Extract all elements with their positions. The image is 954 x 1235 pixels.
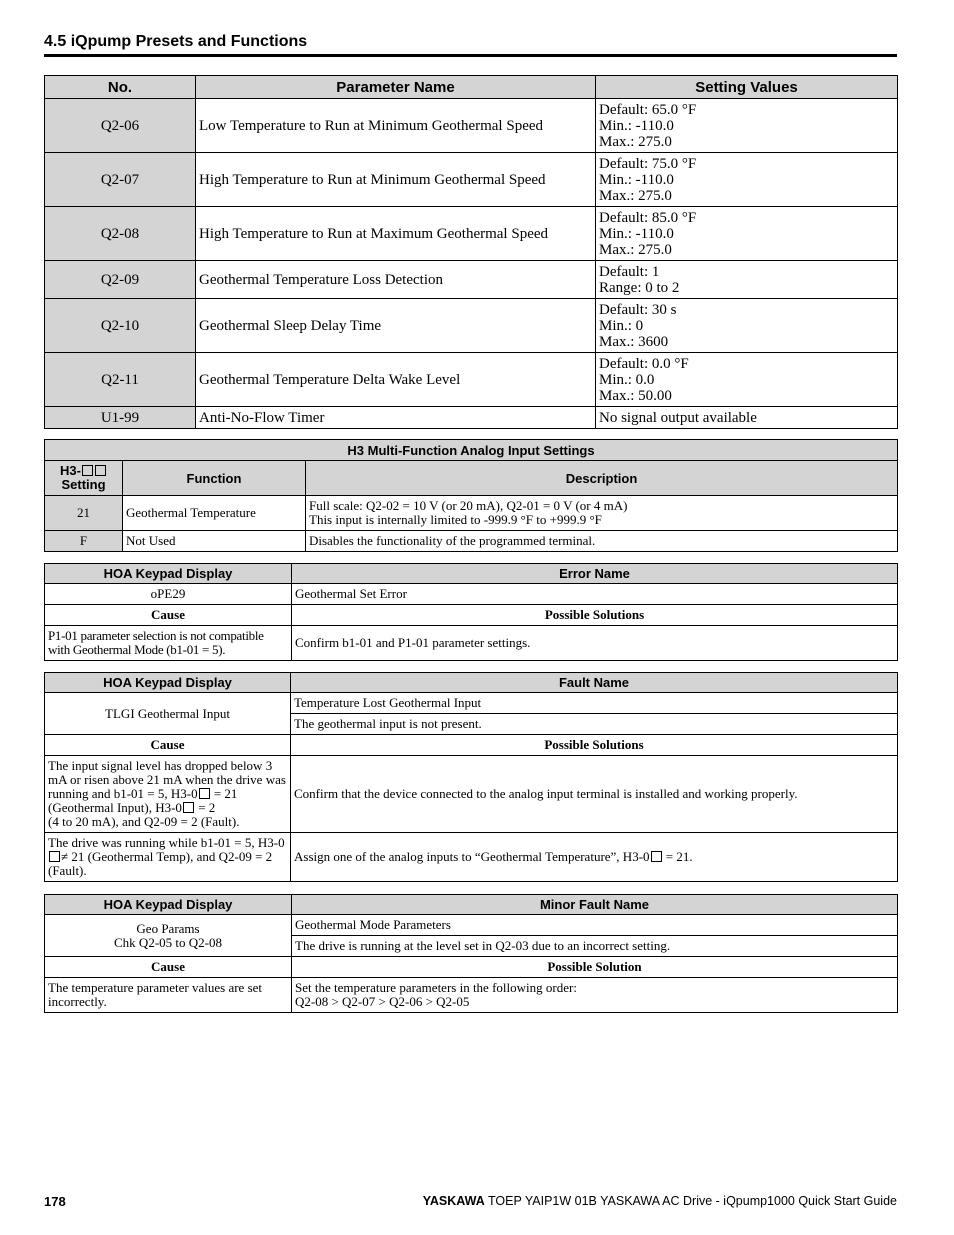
param-name: Anti-No-Flow Timer xyxy=(196,407,596,429)
placeholder-box-icon xyxy=(82,465,93,476)
error-table xyxy=(44,563,898,661)
cause-text-part: = 21 (Geothermal Input), H3-0 xyxy=(48,786,238,815)
h3-setting: F xyxy=(45,531,123,552)
cause-header: Cause xyxy=(45,735,291,756)
param-no: Q2-09 xyxy=(45,261,196,299)
param-name: High Temperature to Run at Minimum Geothermal Speed xyxy=(196,153,596,207)
table-row xyxy=(45,407,898,429)
cause-text: The temperature parameter values are set incorrectly. xyxy=(45,978,292,1013)
h3-description: Disables the functionality of the programmed terminal. xyxy=(306,531,898,552)
table-row xyxy=(45,99,898,153)
col-header-fault-name: Fault Name xyxy=(291,673,898,693)
cause-text xyxy=(45,833,291,882)
page-number: 178 xyxy=(44,1194,66,1209)
h3-function: Geothermal Temperature xyxy=(123,496,306,531)
hoa-display-code: oPE29 xyxy=(45,584,292,605)
param-no: U1-99 xyxy=(45,407,196,429)
h3-prefix: H3- xyxy=(60,463,81,478)
minor-fault-table xyxy=(44,894,898,1013)
placeholder-box-icon xyxy=(199,788,210,799)
table-row xyxy=(45,153,898,207)
param-name: Geothermal Temperature Delta Wake Level xyxy=(196,353,596,407)
solution-header: Possible Solution xyxy=(292,957,898,978)
col-header-description: Description xyxy=(306,461,898,496)
col-header-function: Function xyxy=(123,461,306,496)
placeholder-box-icon xyxy=(95,465,106,476)
table-row xyxy=(45,496,898,531)
col-header-no: No. xyxy=(45,76,196,99)
table-row xyxy=(45,531,898,552)
col-header-setting-values: Setting Values xyxy=(596,76,898,99)
solution-text: Confirm b1-01 and P1-01 parameter settings. xyxy=(292,626,898,661)
param-no: Q2-07 xyxy=(45,153,196,207)
param-no: Q2-10 xyxy=(45,299,196,353)
hoa-display-code: TLGI Geothermal Input xyxy=(45,693,291,735)
h3-function: Not Used xyxy=(123,531,306,552)
section-title: 4.5 iQpump Presets and Functions xyxy=(44,33,308,50)
cause-text-part: The drive was running while b1-01 = 5, H3-0 xyxy=(48,835,285,850)
footer-text xyxy=(423,1194,897,1208)
param-no: Q2-08 xyxy=(45,207,196,261)
solution-header: Possible Solutions xyxy=(291,735,898,756)
h3-setting: 21 xyxy=(45,496,123,531)
h3-setting-label: Setting xyxy=(61,477,106,492)
cause-text-part: = 2 (4 to 20 mA), and Q2-09 = 2 (Fault). xyxy=(48,800,240,829)
solution-text xyxy=(291,833,898,882)
error-name: Geothermal Set Error xyxy=(292,584,898,605)
placeholder-box-icon xyxy=(49,851,60,862)
param-values: Default: 30 s Min.: 0 Max.: 3600 xyxy=(596,299,898,353)
cause-text xyxy=(45,756,291,833)
col-header-minor-fault-name: Minor Fault Name xyxy=(292,895,898,915)
cause-header: Cause xyxy=(45,957,292,978)
fault-description: The geothermal input is not present. xyxy=(291,714,898,735)
solution-text: Confirm that the device connected to the analog input terminal is installed and working properly. xyxy=(291,756,898,833)
param-values: Default: 0.0 °F Min.: 0.0 Max.: 50.00 xyxy=(596,353,898,407)
param-name: Geothermal Temperature Loss Detection xyxy=(196,261,596,299)
fault-name: Temperature Lost Geothermal Input xyxy=(291,693,898,714)
param-no: Q2-06 xyxy=(45,99,196,153)
fault-table xyxy=(44,672,898,882)
minor-fault-description: The drive is running at the level set in Q2-03 due to an incorrect setting. xyxy=(292,936,898,957)
solution-text-part: = 21. xyxy=(662,849,693,864)
param-name: High Temperature to Run at Maximum Geothermal Speed xyxy=(196,207,596,261)
col-header-hoa-display: HOA Keypad Display xyxy=(45,673,291,693)
param-values: Default: 65.0 °F Min.: -110.0 Max.: 275.0 xyxy=(596,99,898,153)
footer-brand: YASKAWA xyxy=(422,1194,485,1208)
footer-document-title: TOEP YAIP1W 01B YASKAWA AC Drive - iQpump1000 Quick Start Guide xyxy=(488,1194,897,1208)
header-rule xyxy=(44,54,897,57)
h3-settings-table xyxy=(44,439,898,552)
param-values: No signal output available xyxy=(596,407,898,429)
param-values: Default: 1 Range: 0 to 2 xyxy=(596,261,898,299)
h3-description: Full scale: Q2-02 = 10 V (or 20 mA), Q2-01 = 0 V (or 4 mA) This input is internally limited to -999.9 °F to +999.9 °F xyxy=(306,496,898,531)
cause-text: P1-01 parameter selection is not compatible with Geothermal Mode (b1-01 = 5). xyxy=(45,626,292,661)
solution-text: Set the temperature parameters in the following order: Q2-08 > Q2-07 > Q2-06 > Q2-05 xyxy=(292,978,898,1013)
cause-text-part: ≠ 21 (Geothermal Temp), and Q2-09 = 2 (Fault). xyxy=(48,849,273,878)
cause-header: Cause xyxy=(45,605,292,626)
cause-text-part: The input signal level has dropped below 3 mA or risen above 21 mA when the drive was running and b1-01 = 5, H3-0 xyxy=(48,758,286,801)
table-row xyxy=(45,261,898,299)
col-header-error-name: Error Name xyxy=(292,564,898,584)
solution-header: Possible Solutions xyxy=(292,605,898,626)
table-row xyxy=(45,207,898,261)
solution-text-part: Assign one of the analog inputs to “Geothermal Temperature”, H3-0 xyxy=(294,849,650,864)
param-values: Default: 75.0 °F Min.: -110.0 Max.: 275.0 xyxy=(596,153,898,207)
placeholder-box-icon xyxy=(651,851,662,862)
table-row xyxy=(45,299,898,353)
parameter-table xyxy=(44,75,898,429)
col-header-parameter-name: Parameter Name xyxy=(196,76,596,99)
param-no: Q2-11 xyxy=(45,353,196,407)
param-name: Geothermal Sleep Delay Time xyxy=(196,299,596,353)
minor-fault-name: Geothermal Mode Parameters xyxy=(292,915,898,936)
param-values: Default: 85.0 °F Min.: -110.0 Max.: 275.0 xyxy=(596,207,898,261)
hoa-display-code: Geo Params Chk Q2-05 to Q2-08 xyxy=(45,915,292,957)
h3-table-title: H3 Multi-Function Analog Input Settings xyxy=(45,440,898,461)
param-name: Low Temperature to Run at Minimum Geothermal Speed xyxy=(196,99,596,153)
col-header-hoa-display: HOA Keypad Display xyxy=(45,895,292,915)
col-header-hoa-display: HOA Keypad Display xyxy=(45,564,292,584)
col-header-h3-setting xyxy=(45,461,123,496)
table-row xyxy=(45,353,898,407)
placeholder-box-icon xyxy=(183,802,194,813)
